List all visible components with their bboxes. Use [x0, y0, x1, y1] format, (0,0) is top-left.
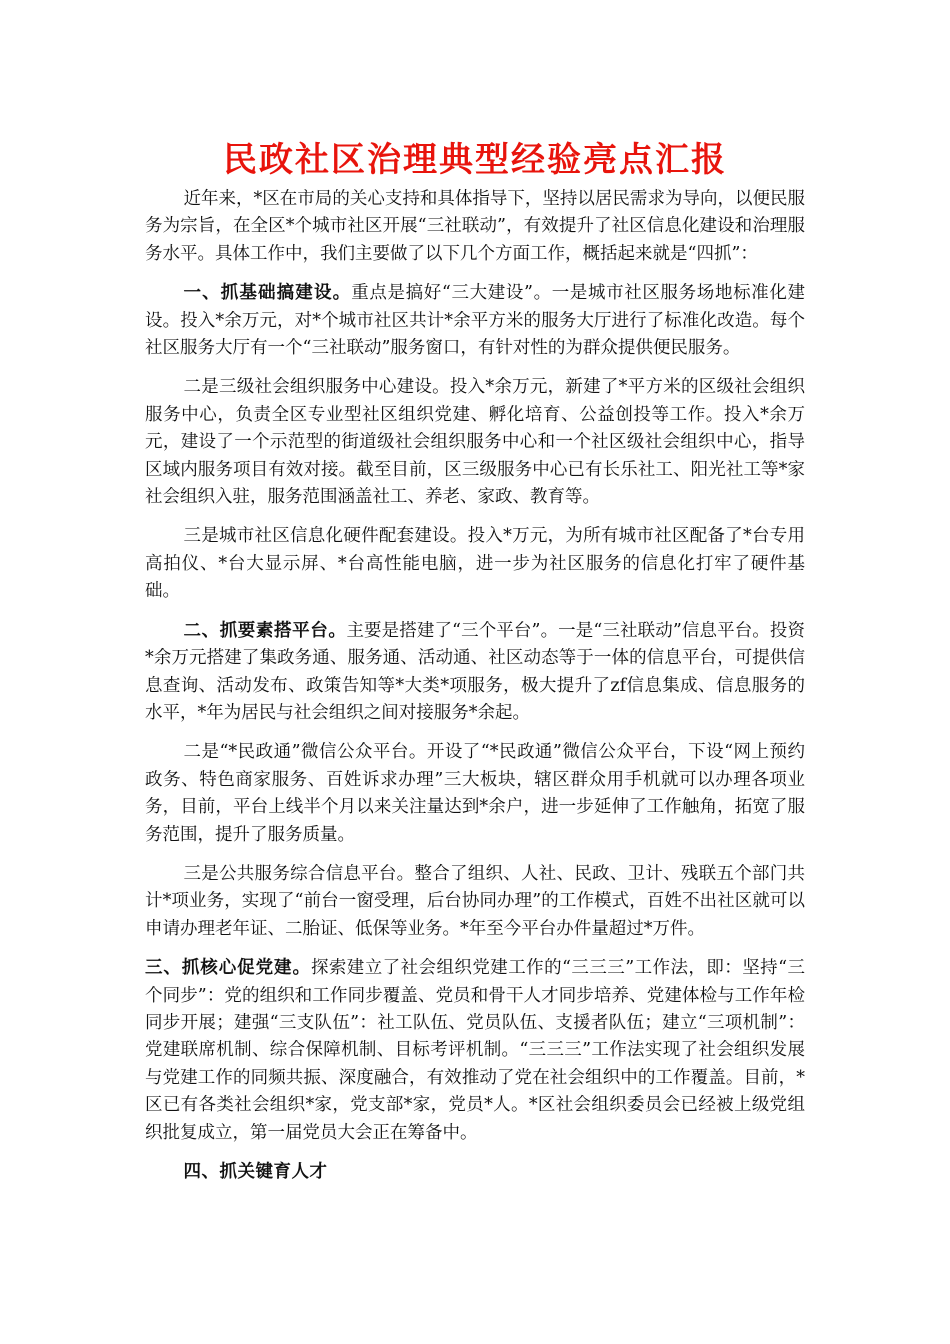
- section-1-heading: 一、抓基础搞建设。: [183, 283, 352, 304]
- section-1-paragraph-2: 二是三级社会组织服务中心建设。投入*余万元，新建了*平方米的区级社会组织服务中心，负责全区专业型社区组织党建、孵化培育、公益创投等工作。投入*余万元，建设了一个示范型的街道级社会组织服务中心和一个社区级社会组织中心，指导区域内服务项目有效对接。截至目前，区三级服务中心已有长乐社工、阳光社工等*家社会组织入驻，服务范围涵盖社工、养老、家政、教育等。: [145, 377, 805, 508]
- section-2-text-1: 主要是搭建了“三个平台”。一是“三社联动”信息平台。投资*余万元搭建了集政务通、服务通、活动通、社区动态等于一体的信息平台，可提供信息查询、活动发布、政策告知等*大类*项服务，极大提升了zf信息集成、信息服务的水平，*年为居民与社会组织之间对接服务*余起。: [145, 620, 805, 723]
- section-1-paragraph-1: [145, 280, 805, 362]
- section-2-heading: 二、抓要素搭平台。: [183, 620, 347, 641]
- section-4-paragraph: [145, 1159, 805, 1186]
- document-body: [145, 186, 805, 1198]
- section-3-text-1: 探索建立了社会组织党建工作的“三三三”工作法，即：坚持“三个同步”：党的组织和工作同步覆盖、党员和骨干人才同步培养、党建体检与工作年检同步开展；建强“三支队伍”：社工队伍、党员队伍、支援者队伍；建立“三项机制”：党建联席机制、综合保障机制、目标考评机制。“三三三”工作法实现了社会组织发展与党建工作的同频共振、深度融合，有效推动了党在社会组织中的工作覆盖。目前，*区已有各类社会组织*家，党支部*家，党员*人。*区社会组织委员会已经被上级党组织批复成立，第一届党员大会正在筹备中。: [145, 958, 806, 1143]
- section-3-paragraph-1: [145, 955, 805, 1147]
- section-2-paragraph-3: 三是公共服务综合信息平台。整合了组织、人社、民政、卫计、残联五个部门共计*项业务，实现了“前台一窗受理，后台协同办理”的工作模式，百姓不出社区就可以申请办理老年证、二胎证、低保等业务。*年至今平台办件量超过*万件。: [145, 863, 805, 939]
- section-1-paragraph-3: 三是城市社区信息化硬件配套建设。投入*万元，为所有城市社区配备了*台专用高拍仪、*台大显示屏、*台高性能电脑，进一步为社区服务的信息化打牢了硬件基础。: [145, 526, 805, 602]
- section-4-heading: 四、抓关键育人才: [183, 1162, 328, 1182]
- section-3-heading: 三、抓核心促党建。: [145, 958, 311, 979]
- section-2-paragraph-1: [145, 618, 805, 728]
- intro-paragraph: 近年来，*区在市局的关心支持和具体指导下，坚持以居民需求为导向，以便民服务为宗旨，在全区*个城市社区开展“三社联动”，有效提升了社区信息化建设和治理服务水平。具体工作中，我们主要做了以下几个方面工作，概括起来就是“四抓”：: [145, 189, 805, 264]
- document-title: 民政社区治理典型经验亮点汇报: [223, 140, 727, 180]
- section-1-text-1: 重点是搞好“三大建设”。一是城市社区服务场地标准化建设。投入*余万元，对*个城市社区共计*余平方米的服务大厅进行了标准化改造。每个社区服务大厅有一个“三社联动”服务窗口，有针对性的为群众提供便民服务。: [145, 283, 805, 359]
- section-2-paragraph-2: 二是“*民政通”微信公众平台。开设了“*民政通”微信公众平台，下设“网上预约政务、特色商家服务、百姓诉求办理”三大板块，辖区群众用手机就可以办理各项业务，目前，平台上线半个月以来关注量达到*余户，进一步延伸了工作触角，拓宽了服务范围，提升了服务质量。: [145, 742, 805, 845]
